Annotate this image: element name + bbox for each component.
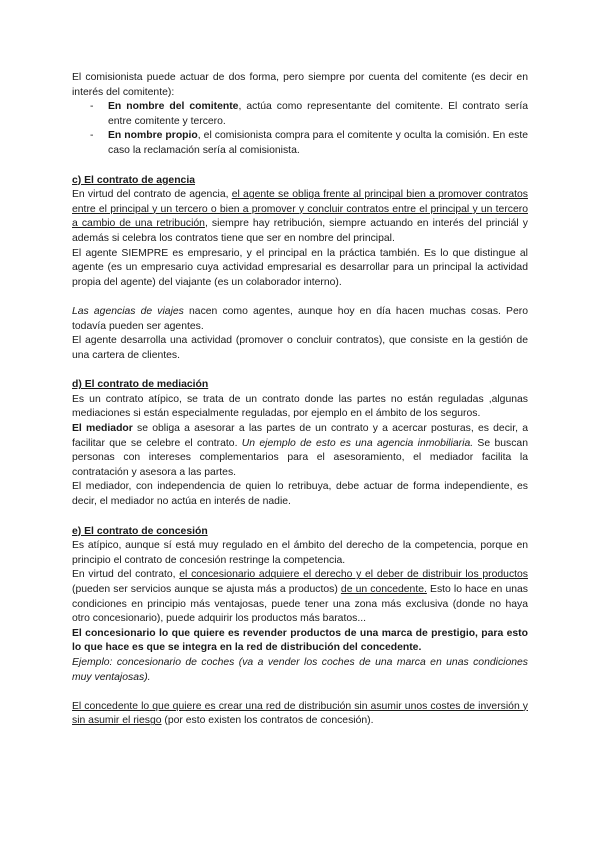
underlined-text: de un concedente. (340, 584, 427, 595)
text-span: (pueden ser servicios aunque se ajusta más a productos) (72, 584, 341, 595)
italic-text: Las agencias de viajes (72, 305, 184, 317)
mediacion-paragraph-3: El mediador, con independencia de quien lo retribuya, debe actuar de forma independiente, es decir, el mediador no actúa en interés de nadie. (72, 481, 528, 508)
list-item-term: En nombre del comitente (108, 101, 239, 113)
text-span: se obliga a asesorar a las partes de un contrato y a acercar posturas, es decir, a facilitar que se celebre el contrato. (72, 423, 528, 449)
text-span: En virtud del contrato, (72, 569, 180, 581)
agencia-paragraph-2: El agente SIEMPRE es empresario, y el principal en la práctica también. Es lo que distingue al agente (es un empresario cuya actividad empresarial es desarrollar para un principal la actividad propia del agente) del viajante (es un colaborador interno). (72, 247, 528, 288)
list-item-text: , actúa como representante del comitente. El contrato sería entre comitente y tercero. (108, 101, 528, 127)
text-span: nacen como agentes, aunque hoy en día hacen muchas cosas. Pero todavía pueden ser agentes. (72, 305, 528, 332)
intro-paragraph: El comisionista puede actuar de dos forma, pero siempre por cuenta del comitente (es decir en interés del comitente): (72, 72, 528, 98)
dash-bullet: - (90, 130, 94, 142)
text-span: Se buscan personas con intereses complementarios para el asesoramiento, el mediador facilita la contratación y asesora a las partes. (72, 437, 528, 478)
agencia-paragraph-3 (72, 305, 528, 334)
list-item (72, 100, 528, 129)
concesion-paragraph-5 (72, 700, 528, 729)
text-span: Esto lo hace en unas condiciones en principio más ventajosas, puede tener una zona más exclusiva (donde no haya otro concesionario), puede adquirir los productos más baratos... (72, 584, 528, 625)
comisionista-forms-list (72, 100, 528, 158)
underlined-text: el agente se obliga frente al principal bien a promover contratos entre el principal y un tercero o bien a promover y concluir contratos entre el principal y un tercero a cambio de una retribución (72, 189, 528, 230)
text-span: , siempre hay retribución, siempre actuando en interés del princiál y además si celebra los contratos tiene que ser en nombre del principal. (72, 218, 528, 244)
list-item-text: , el comisionista compra para el comitente y oculta la comisión. En este caso la reclamación sería al comisionista. (108, 130, 528, 156)
agencia-paragraph-4: El agente desarrolla una actividad (promover o concluir contratos), que consiste en la gestión de una cartera de clientes. (72, 335, 528, 361)
bold-text: El mediador (72, 423, 133, 435)
section-heading-concesion: e) El contrato de concesión (72, 525, 208, 537)
concesion-paragraph-1: Es atípico, aunque sí está muy regulado en el ámbito del derecho de la competencia, porque en principio el contrato de concesión restringe la competencia. (72, 540, 528, 566)
dash-bullet: - (90, 101, 94, 113)
list-item (72, 129, 528, 158)
document-page (72, 71, 528, 729)
concesion-paragraph-4: Ejemplo: concesionario de coches (va a vender los coches de una marca en unas condiciones muy ventajosas). (72, 656, 528, 683)
italic-text: Un ejemplo de esto es una agencia inmobiliaria. (241, 437, 474, 449)
list-item-term: En nombre propio (108, 130, 198, 142)
underlined-text: el concesionario adquiere el derecho y el deber de distribuir los productos (179, 569, 528, 581)
concesion-paragraph-2 (72, 568, 528, 626)
section-heading-agencia: c) El contrato de agencia (72, 174, 195, 186)
concesion-paragraph-3: El concesionario lo que quiere es revender productos de una marca de prestigio, para esto lo que hace es que se integra en la red de distribución del concedente. (72, 627, 528, 654)
text-span: (por esto existen los contratos de concesión). (161, 715, 374, 727)
mediacion-paragraph-2 (72, 422, 528, 480)
agencia-paragraph-1 (72, 188, 528, 246)
mediacion-paragraph-1: Es un contrato atípico, se trata de un contrato donde las partes no están reguladas ,algunas mediaciones si están especialmente reguladas, por ejemplo en el ámbito de los seguros. (72, 393, 528, 420)
text-span: En virtud del contrato de agencia, (72, 189, 232, 201)
section-heading-mediacion: d) El contrato de mediación (72, 379, 209, 391)
underlined-text: El concedente lo que quiere es crear una red de distribución sin asumir unos costes de inversión y sin asumir el riesgo (72, 700, 528, 727)
